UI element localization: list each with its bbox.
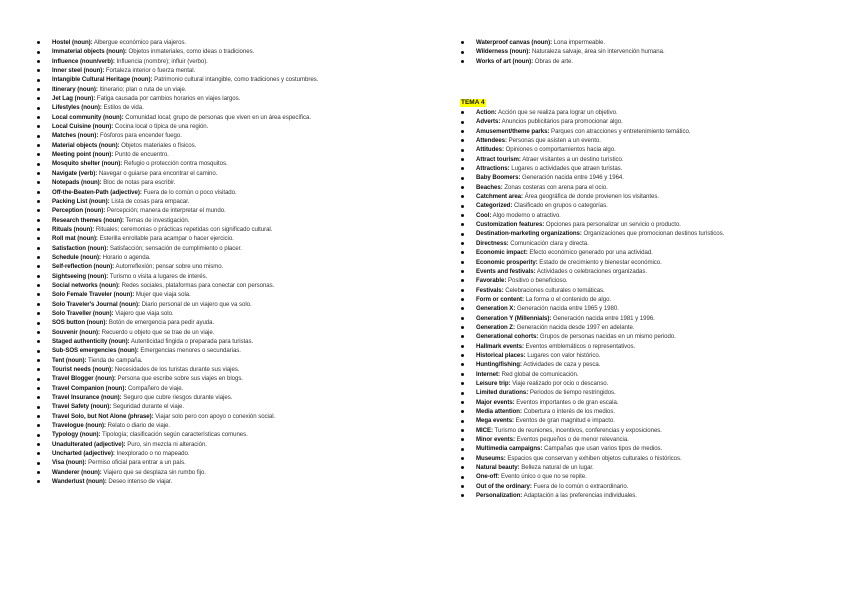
definition: Viajero que se desplaza sin rumbo fijo. bbox=[101, 468, 207, 476]
term: Jet Lag (noun): bbox=[52, 95, 96, 103]
term: Adverts: bbox=[476, 118, 501, 126]
term: Self-reflection (noun): bbox=[52, 263, 115, 271]
definition: Fuera de lo común o poco visitado. bbox=[141, 188, 237, 196]
definition: Inexplorado o no mapeado. bbox=[114, 450, 190, 458]
list-item bbox=[52, 356, 432, 365]
list-item bbox=[52, 365, 432, 374]
term: Limited durations: bbox=[476, 389, 529, 397]
definition: Positivo o beneficioso. bbox=[506, 277, 568, 285]
list-item bbox=[52, 337, 432, 346]
definition: Turismo de reuniones, incentivos, conferencias y exposiciones. bbox=[493, 426, 662, 434]
list-item bbox=[52, 262, 432, 271]
term: Museums: bbox=[476, 454, 506, 462]
definition: Naturaleza salvaje, área sin intervención humana. bbox=[530, 48, 665, 56]
list-item bbox=[52, 122, 432, 131]
list-item bbox=[476, 173, 724, 182]
term: Generation Z: bbox=[476, 323, 515, 331]
definition: Punto de encuentro. bbox=[113, 151, 169, 159]
definition: Parques con atracciones y entretenimiento temático. bbox=[549, 127, 691, 135]
list-item bbox=[476, 164, 724, 173]
definition: Generación nacida desde 1997 en adelante. bbox=[514, 323, 635, 331]
left-column bbox=[52, 38, 432, 487]
list-item bbox=[52, 150, 432, 159]
definition: Algo moderno o atractivo. bbox=[491, 211, 561, 219]
term: Research themes (noun): bbox=[52, 216, 124, 224]
term: Leisure trip: bbox=[476, 379, 511, 387]
list-item bbox=[52, 94, 432, 103]
vocabulary-list-right-top bbox=[476, 38, 665, 66]
list-item bbox=[52, 281, 432, 290]
definition: Persona que escribe sobre sus viajes en blogs. bbox=[115, 375, 243, 383]
list-item bbox=[52, 318, 432, 327]
definition: Eventos importantes o de gran escala. bbox=[514, 398, 619, 406]
term: Minor events: bbox=[476, 436, 515, 444]
definition: Recuerdo u objeto que se trae de un viaje. bbox=[99, 328, 215, 336]
definition: Adaptación a las preferencias individuales. bbox=[522, 492, 637, 500]
list-item bbox=[476, 435, 724, 444]
list-item bbox=[476, 57, 665, 66]
list-item bbox=[52, 449, 432, 458]
definition: Objetos materiales o físicos. bbox=[119, 141, 197, 149]
definition: Itinerario; plan o ruta de un viaje. bbox=[97, 85, 187, 93]
list-item bbox=[476, 229, 724, 238]
list-item bbox=[476, 491, 724, 500]
term: Mosquito shelter (noun): bbox=[52, 160, 123, 168]
list-item bbox=[52, 430, 432, 439]
definition: Tienda de campaña. bbox=[86, 356, 143, 364]
term: Navigate (verb): bbox=[52, 169, 98, 177]
definition: Autenticidad fingida o preparada para turistas. bbox=[129, 338, 254, 345]
list-item bbox=[52, 66, 432, 75]
term: Solo Traveler's Journal (noun): bbox=[52, 300, 140, 308]
definition: Periodos de tiempo restringidos. bbox=[528, 389, 616, 397]
list-item bbox=[476, 276, 724, 285]
list-item bbox=[476, 239, 724, 248]
list-item bbox=[476, 444, 724, 453]
definition: Área geográfica de donde provienen los visitantes. bbox=[523, 193, 660, 201]
list-item bbox=[52, 103, 432, 112]
definition: Relato o diario de viaje. bbox=[105, 422, 171, 430]
list-item bbox=[52, 113, 432, 122]
definition: Efecto económico generado por una actividad. bbox=[527, 249, 653, 257]
definition: Esterilla enrollable para acampar o hacer ejercicio. bbox=[97, 235, 234, 243]
definition: Redes sociales, plataformas para conectar con personas. bbox=[119, 281, 275, 289]
definition: Diario personal de un viajero que va solo. bbox=[139, 300, 252, 308]
definition: Eventos emblemáticos o representativos. bbox=[523, 342, 636, 350]
definition: Obras de arte. bbox=[533, 57, 574, 65]
definition: Autorreflexión; pensar sobre uno mismo. bbox=[114, 263, 224, 271]
list-item bbox=[52, 328, 432, 337]
list-item bbox=[476, 136, 724, 145]
list-item bbox=[52, 300, 432, 309]
term: Events and festivals: bbox=[476, 267, 536, 275]
definition: Atraer visitantes a un destino turístico. bbox=[520, 155, 624, 163]
term: Economic prosperity: bbox=[476, 258, 538, 266]
term: Festivals: bbox=[476, 286, 504, 294]
list-item bbox=[52, 440, 432, 449]
term: Wanderlust (noun): bbox=[52, 478, 107, 486]
term: Tent (noun): bbox=[52, 356, 87, 364]
term: Staged authenticity (noun): bbox=[52, 338, 130, 345]
definition: Generación nacida entre 1965 y 1980. bbox=[515, 305, 619, 313]
list-item bbox=[476, 398, 724, 407]
term: Directness: bbox=[476, 239, 509, 247]
definition: Actividades de caza y pesca. bbox=[521, 361, 601, 369]
definition: Evento único o que no se repite. bbox=[499, 473, 587, 481]
list-item bbox=[52, 178, 432, 187]
vocabulary-list-left bbox=[52, 38, 432, 487]
term: Meeting point (noun): bbox=[52, 151, 114, 159]
list-item bbox=[476, 108, 724, 117]
list-item bbox=[476, 388, 724, 397]
list-item bbox=[476, 145, 724, 154]
term: Internet: bbox=[476, 370, 500, 378]
term: Material objects (noun): bbox=[52, 141, 120, 149]
list-item bbox=[476, 155, 724, 164]
term: Attendees: bbox=[476, 137, 507, 145]
definition: Campañas que usan varios tipos de medios. bbox=[542, 445, 663, 453]
term: Solo Traveller (noun): bbox=[52, 309, 114, 317]
section-heading: TEMA 4 bbox=[461, 99, 485, 106]
term: Unadulterated (adjective): bbox=[52, 440, 126, 448]
list-item bbox=[476, 267, 724, 276]
term: Packing List (noun): bbox=[52, 197, 110, 205]
term: Multimedia campaigns: bbox=[476, 445, 543, 453]
list-item bbox=[476, 127, 724, 136]
definition: Temas de investigación. bbox=[124, 216, 190, 224]
term: Waterproof canvas (noun): bbox=[476, 39, 553, 46]
definition: Rituales; ceremonias o prácticas repetidas con significado cultural. bbox=[94, 225, 273, 233]
term: Historical places: bbox=[476, 351, 526, 359]
definition: Opiniones o comportamientos hacia algo. bbox=[503, 146, 616, 154]
definition: Compañero de viaje. bbox=[126, 384, 184, 392]
definition: Red global de comunicación. bbox=[499, 370, 579, 378]
definition: Fortaleza interior o fuerza mental. bbox=[104, 67, 196, 75]
term: Perception (noun): bbox=[52, 207, 106, 215]
definition: Influencia (nombre); influir (verbo). bbox=[114, 57, 208, 65]
term: Travel Insurance (noun): bbox=[52, 394, 122, 402]
list-item bbox=[52, 402, 432, 411]
definition: Patrimonio cultural intangible, como tradiciones y costumbres. bbox=[152, 76, 319, 84]
list-item bbox=[476, 183, 724, 192]
term: Rituals (noun): bbox=[52, 225, 95, 233]
term: Intangible Cultural Heritage (noun): bbox=[52, 76, 153, 84]
definition: Fuera de lo común o extraordinario. bbox=[531, 482, 629, 490]
list-item bbox=[476, 201, 724, 210]
list-item bbox=[476, 258, 724, 267]
definition: Fósforos para encender fuego. bbox=[98, 132, 182, 140]
list-item bbox=[52, 38, 432, 47]
definition: Permiso oficial para entrar a un país. bbox=[86, 459, 186, 467]
definition: Cobertura o interés de los medios. bbox=[521, 408, 616, 415]
term: Travel Blogger (noun): bbox=[52, 375, 116, 383]
list-item bbox=[476, 332, 724, 341]
list-item bbox=[52, 169, 432, 178]
definition: Seguro que cubre riesgos durante viajes. bbox=[121, 394, 233, 402]
definition: Objetos inmateriales, como ideas o tradiciones. bbox=[126, 48, 255, 56]
definition: Eventos pequeños o de menor relevancia. bbox=[514, 436, 629, 444]
definition: Satisfacción; sensación de cumplimiento o placer. bbox=[108, 244, 242, 252]
list-item bbox=[476, 463, 724, 472]
definition: Actividades o celebraciones organizadas. bbox=[535, 267, 648, 275]
definition: Generación nacida entre 1946 y 1964. bbox=[520, 174, 624, 182]
definition: Albergue económico para viajeros. bbox=[92, 39, 187, 46]
term: Satisfaction (noun): bbox=[52, 244, 109, 252]
list-item bbox=[52, 458, 432, 467]
definition: Lona impermeable. bbox=[552, 39, 606, 46]
term: Mega events: bbox=[476, 417, 515, 425]
list-item bbox=[52, 290, 432, 299]
term: Categorized: bbox=[476, 202, 513, 210]
definition: Celebraciones culturales o temáticas. bbox=[503, 286, 605, 294]
definition: Comunicación clara y directa. bbox=[508, 239, 589, 247]
term: Itinerary (noun): bbox=[52, 85, 98, 93]
definition: Necesidades de los turistas durante sus viajes. bbox=[113, 366, 240, 374]
term: Media attention: bbox=[476, 408, 522, 415]
definition: Estado de crecimiento y bienestar económico. bbox=[537, 258, 662, 266]
term: Typology (noun): bbox=[52, 431, 101, 439]
definition: Personas que asisten a un evento. bbox=[507, 137, 601, 145]
list-item bbox=[476, 211, 724, 220]
list-item bbox=[52, 244, 432, 253]
definition: Zonas costeras con arena para el ocio. bbox=[502, 183, 608, 191]
list-item bbox=[52, 384, 432, 393]
term: Hallmark events: bbox=[476, 342, 524, 350]
definition: La forma o el contenido de algo. bbox=[523, 295, 612, 303]
list-item bbox=[52, 374, 432, 383]
term: Baby Boomers: bbox=[476, 174, 521, 182]
term: Destination-marketing organizations: bbox=[476, 230, 582, 238]
term: Personalization: bbox=[476, 492, 523, 500]
list-item bbox=[52, 421, 432, 430]
term: Action: bbox=[476, 109, 497, 116]
definition: Cocina local o típica de una región. bbox=[113, 123, 209, 131]
term: Roll mat (noun): bbox=[52, 235, 98, 243]
definition: Organizaciones que promocionan destinos turísticos. bbox=[581, 230, 725, 238]
definition: Horario o agenda. bbox=[100, 253, 151, 261]
term: Generation Y (Millennials): bbox=[476, 314, 552, 322]
term: Uncharted (adjective): bbox=[52, 450, 115, 458]
list-item bbox=[476, 117, 724, 126]
definition: Generación nacida entre 1981 y 1996. bbox=[551, 314, 655, 322]
definition: Seguridad durante el viaje. bbox=[111, 403, 185, 411]
list-item bbox=[52, 57, 432, 66]
definition: Espacios que conservan y exhiben objetos culturales o históricos. bbox=[505, 454, 682, 462]
list-item bbox=[476, 38, 665, 47]
definition: Grupos de personas nacidas en un mismo periodo. bbox=[538, 333, 676, 341]
term: Influence (noun/verb): bbox=[52, 57, 115, 65]
definition: Percepción; manera de interpretar el mundo. bbox=[105, 207, 226, 215]
term: Schedule (noun): bbox=[52, 253, 101, 261]
definition: Puro, sin mezcla ni alteración. bbox=[125, 440, 207, 448]
list-item bbox=[52, 225, 432, 234]
definition: Bloc de notas para escribir. bbox=[101, 179, 176, 187]
list-item bbox=[476, 220, 724, 229]
list-item bbox=[476, 314, 724, 323]
list-item bbox=[476, 295, 724, 304]
definition: Comunidad local; grupo de personas que viven en un área específica. bbox=[123, 113, 311, 121]
list-item bbox=[476, 286, 724, 295]
list-item bbox=[52, 188, 432, 197]
list-item bbox=[476, 342, 724, 351]
definition: Eventos de gran magnitud e impacto. bbox=[514, 417, 615, 425]
term: Attitudes: bbox=[476, 146, 504, 154]
term: Hostel (noun): bbox=[52, 39, 93, 46]
list-item bbox=[52, 468, 432, 477]
term: Beaches: bbox=[476, 183, 503, 191]
term: Generational cohorts: bbox=[476, 333, 539, 341]
definition: Viajero que viaja solo. bbox=[113, 309, 174, 317]
term: Sub-SOS emergencies (noun): bbox=[52, 347, 139, 355]
list-item bbox=[476, 192, 724, 201]
list-item bbox=[52, 309, 432, 318]
term: Lifestyles (noun): bbox=[52, 104, 102, 112]
list-item bbox=[52, 47, 432, 56]
term: Local Cuisine (noun): bbox=[52, 123, 114, 131]
definition: Opciones para personalizar un servicio o producto. bbox=[544, 221, 681, 229]
list-item bbox=[476, 360, 724, 369]
list-item bbox=[476, 323, 724, 332]
definition: Deseo intenso de viajar. bbox=[106, 478, 173, 486]
list-item bbox=[52, 159, 432, 168]
term: Wilderness (noun): bbox=[476, 48, 531, 56]
term: Visa (noun): bbox=[52, 459, 87, 467]
term: Customization features: bbox=[476, 221, 545, 229]
definition: Acción que se realiza para lograr un objetivo. bbox=[496, 109, 618, 116]
list-item bbox=[52, 206, 432, 215]
list-item bbox=[476, 416, 724, 425]
term: Travel Solo, but Not Alone (phrase): bbox=[52, 412, 154, 420]
definition: Lugares o actividades que atraen turistas. bbox=[509, 165, 623, 173]
definition: Clasificado en grupos o categorías. bbox=[512, 202, 608, 210]
term: Amusement/theme parks: bbox=[476, 127, 550, 135]
definition: Emergencias menores o secundarias. bbox=[138, 347, 241, 355]
term: Out of the ordinary: bbox=[476, 482, 532, 490]
term: Local community (noun): bbox=[52, 113, 124, 121]
term: Social networks (noun): bbox=[52, 281, 120, 289]
list-item bbox=[52, 131, 432, 140]
definition: Fatiga causada por cambios horarios en viajes largos. bbox=[95, 95, 241, 103]
definition: Viaje realizado por ocio o descanso. bbox=[510, 379, 609, 387]
term: Matches (noun): bbox=[52, 132, 99, 140]
definition: Lugares con valor histórico. bbox=[525, 351, 601, 359]
list-item bbox=[476, 47, 665, 56]
list-item bbox=[52, 85, 432, 94]
term: Travel Companion (noun): bbox=[52, 384, 127, 392]
definition: Belleza natural de un lugar. bbox=[519, 464, 594, 472]
term: Cool: bbox=[476, 211, 492, 219]
list-item bbox=[476, 351, 724, 360]
term: Travel Safety (noun): bbox=[52, 403, 112, 411]
term: Immaterial objects (noun): bbox=[52, 48, 127, 56]
term: Major events: bbox=[476, 398, 515, 406]
list-item bbox=[52, 141, 432, 150]
list-item bbox=[52, 412, 432, 421]
definition: Mujer que viaja sola. bbox=[134, 291, 191, 299]
term: Generation X: bbox=[476, 305, 516, 313]
definition: Estilos de vida. bbox=[101, 104, 144, 112]
definition: Viajar solo pero con apoyo o conexión social. bbox=[153, 412, 276, 420]
term: Off-the-Beaten-Path (adjective): bbox=[52, 188, 142, 196]
term: Form or content: bbox=[476, 295, 524, 303]
term: Works of art (noun): bbox=[476, 57, 534, 65]
list-item bbox=[52, 477, 432, 486]
list-item bbox=[476, 370, 724, 379]
list-item bbox=[52, 197, 432, 206]
list-item bbox=[476, 472, 724, 481]
term: Favorable: bbox=[476, 277, 507, 285]
term: Tourist needs (noun): bbox=[52, 366, 114, 374]
term: Economic impact: bbox=[476, 249, 528, 257]
term: Wanderer (noun): bbox=[52, 468, 102, 476]
definition: Anuncios publicitarios para promocionar algo. bbox=[500, 118, 623, 126]
definition: Lista de cosas para empacar. bbox=[109, 197, 190, 205]
term: Catchment area: bbox=[476, 193, 524, 201]
term: Hunting/fishing: bbox=[476, 361, 522, 369]
term: Attractions: bbox=[476, 165, 510, 173]
list-item bbox=[476, 304, 724, 313]
list-item bbox=[476, 482, 724, 491]
list-item bbox=[52, 253, 432, 262]
list-item bbox=[52, 272, 432, 281]
list-item bbox=[476, 248, 724, 257]
term: One-off: bbox=[476, 473, 500, 481]
term: SOS button (noun): bbox=[52, 319, 108, 327]
list-item bbox=[52, 346, 432, 355]
vocabulary-list-tema4 bbox=[476, 108, 724, 500]
list-item bbox=[52, 234, 432, 243]
term: Sightseeing (noun): bbox=[52, 272, 109, 280]
list-item bbox=[476, 454, 724, 463]
list-item bbox=[476, 426, 724, 435]
term: Travelogue (noun): bbox=[52, 422, 106, 430]
term: Souvenir (noun): bbox=[52, 328, 100, 336]
list-item bbox=[476, 407, 724, 416]
term: Notepads (noun): bbox=[52, 179, 102, 187]
list-item bbox=[476, 379, 724, 388]
definition: Refugio o protección contra mosquitos. bbox=[122, 160, 228, 168]
definition: Botón de emergencia para pedir ayuda. bbox=[107, 319, 215, 327]
list-item bbox=[52, 75, 432, 84]
term: Attract tourism: bbox=[476, 155, 521, 163]
list-item bbox=[52, 216, 432, 225]
term: Solo Female Traveler (noun): bbox=[52, 291, 135, 299]
term: Inner steel (noun): bbox=[52, 67, 105, 75]
section-heading-wrap bbox=[460, 91, 486, 109]
list-item bbox=[52, 393, 432, 402]
term: MICE: bbox=[476, 426, 494, 434]
term: Natural beauty: bbox=[476, 464, 520, 472]
definition: Turismo o visita a lugares de interés. bbox=[108, 272, 208, 280]
definition: Navegar o guiarse para encontrar el camino. bbox=[97, 169, 218, 177]
definition: Tipología; clasificación según características comunes. bbox=[100, 431, 248, 439]
